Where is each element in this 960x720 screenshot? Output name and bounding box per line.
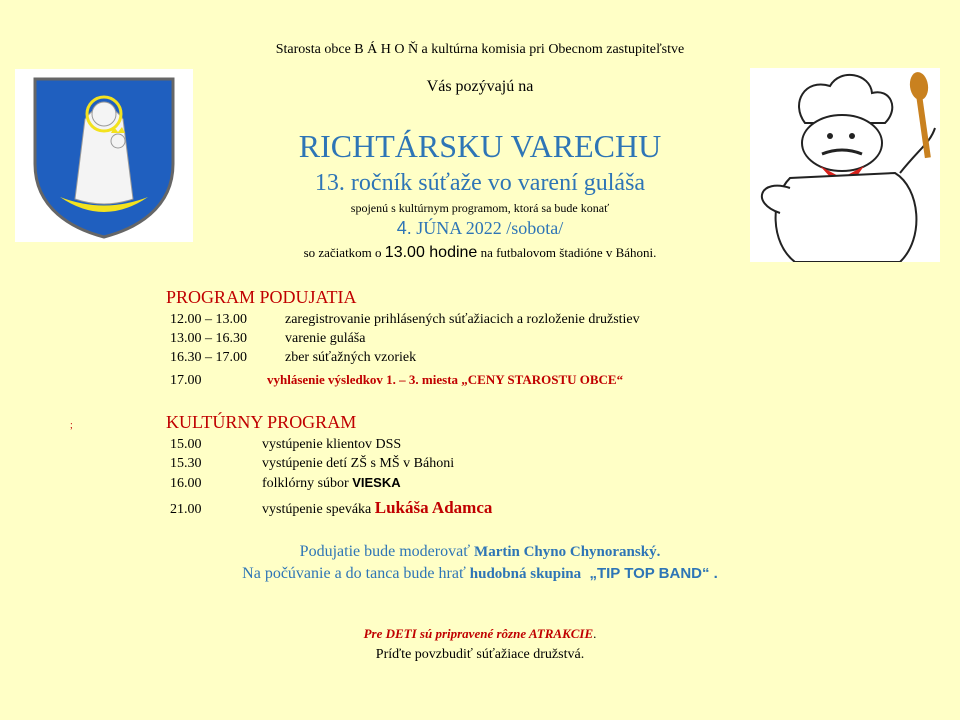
moderator-prefix: Podujatie bude moderovať: [299, 543, 475, 560]
event-start-suffix: na futbalovom štadióne v Báhoni.: [477, 245, 657, 260]
event-start: [0, 244, 960, 262]
event-date: [0, 218, 960, 239]
program-item: [170, 350, 416, 366]
cultural-time: 16.00: [170, 476, 202, 491]
cultural-item: [170, 437, 401, 453]
cultural-text: vystúpenie speváka: [262, 502, 375, 517]
kids-text: Pre DETI sú pripravené rôzne ATRAKCIE: [363, 626, 594, 641]
program-text: zaregistrovanie prihlásených súťažiacich a rozloženie družstiev: [285, 312, 640, 327]
cultural-marker: ;: [70, 420, 73, 431]
event-start-time: 13.00 hodine: [384, 244, 478, 261]
event-date-day: 4.: [396, 218, 412, 238]
event-date-rest: JÚNA 2022 /sobota/: [411, 218, 564, 238]
music-bold: hudobná skupina: [469, 566, 582, 582]
music-line: [0, 565, 960, 583]
kids-dot: .: [593, 626, 597, 641]
cultural-singer-name: Lukáša Adamca: [374, 498, 493, 517]
program-time: 13.00 – 16.30: [170, 331, 247, 346]
cultural-text: vystúpenie klientov DSS: [262, 437, 402, 452]
program-results-text: vyhlásenie výsledkov 1. – 3. miesta „CENY STAROSTU OBCE“: [267, 372, 624, 387]
cheer-line: Príďte povzbudiť súťažiace družstvá.: [375, 647, 585, 662]
moderator-line: [0, 543, 960, 561]
program-text: zber súťažných vzoriek: [285, 350, 417, 365]
event-subtitle: 13. ročník súťaže vo varení guláša: [314, 170, 646, 196]
program-heading: PROGRAM PODUJATIA: [166, 287, 357, 307]
program-text: varenie guláša: [285, 331, 366, 346]
kids-line: [0, 626, 960, 642]
event-title: RICHTÁRSKU VARECHU: [298, 128, 662, 164]
program-time: 17.00: [170, 373, 202, 388]
moderator-name: Martin Chyno Chynoranský.: [474, 544, 661, 560]
cultural-item: [170, 498, 492, 518]
event-intro: spojenú s kultúrnym programom, ktorá sa bude konať: [350, 201, 610, 215]
cultural-item: [170, 456, 454, 472]
cultural-time: 15.00: [170, 437, 202, 452]
header-invite: Vás pozývajú na: [426, 78, 534, 95]
program-item: [170, 312, 640, 328]
event-start-prefix: so začiatkom o: [303, 245, 385, 260]
cultural-time: 15.30: [170, 456, 202, 471]
cultural-item: [170, 475, 401, 492]
cultural-time: 21.00: [170, 502, 202, 517]
program-item: [170, 331, 365, 347]
header-organizer: Starosta obce B Á H O Ň a kultúrna komisia pri Obecnom zastupiteľstve: [275, 42, 685, 57]
program-item-results: [170, 372, 623, 389]
cultural-text: folklórny súbor: [262, 476, 353, 491]
cultural-ensemble-name: VIESKA: [352, 475, 401, 490]
music-prefix: Na počúvanie a do tanca bude hrať: [242, 565, 470, 582]
program-time: 12.00 – 13.00: [170, 312, 247, 327]
cultural-heading: KULTÚRNY PROGRAM: [166, 412, 357, 432]
cultural-text: vystúpenie detí ZŠ s MŠ v Báhoni: [262, 456, 455, 471]
music-band: „TIP TOP BAND“ .: [581, 565, 718, 582]
program-time: 16.30 – 17.00: [170, 350, 247, 365]
